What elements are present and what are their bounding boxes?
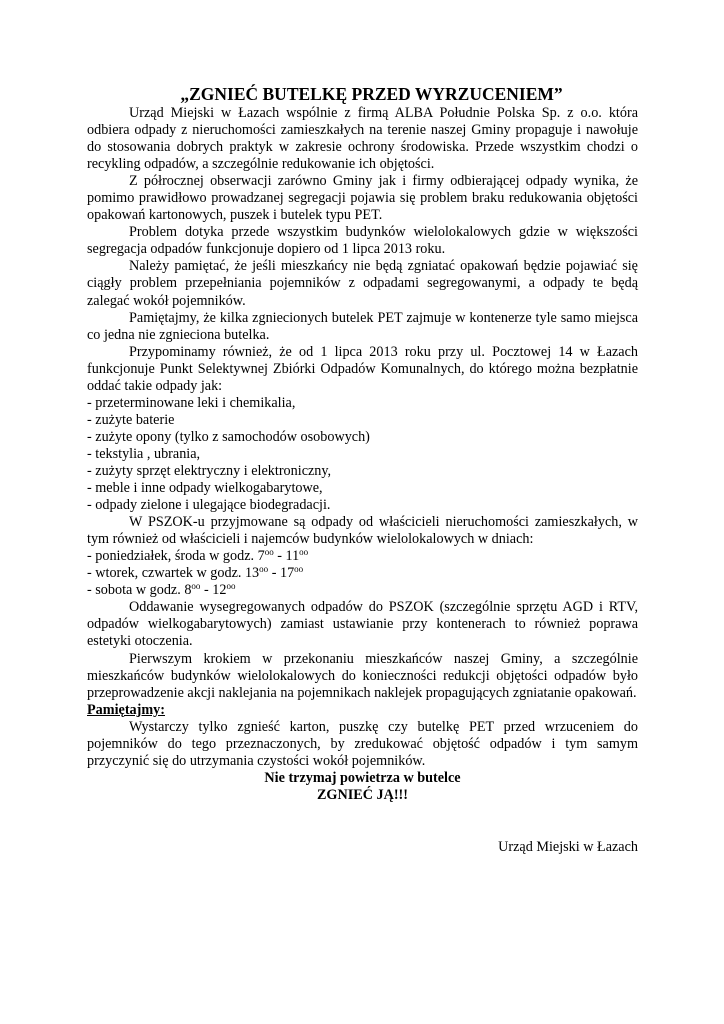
remember-heading: Pamiętajmy: xyxy=(87,701,165,718)
signature: Urząd Miejski w Łazach xyxy=(498,838,638,855)
slogan-line-2: ZGNIEĆ JĄ!!! xyxy=(316,786,409,803)
schedule-sup: oo xyxy=(264,547,274,558)
schedule-sup: oo xyxy=(226,581,236,592)
outro-paragraph-1: Oddawanie wysegregowanych odpadów do PSZOK (szczególnie sprzętu AGD i RTV, odpadów wielkogabarytowych) zamiast ustawianie przy kontenerach to również poprawa estetyki otoczenia. xyxy=(87,599,638,650)
schedule-sup: oo xyxy=(299,547,309,558)
list-item: - zużyty sprzęt elektryczny i elektroniczny, xyxy=(87,462,332,479)
schedule-days: - sobota w godz. 8 xyxy=(87,582,192,599)
schedule-days: - poniedziałek, środa w godz. 7 xyxy=(87,548,265,565)
schedule-item xyxy=(87,565,638,582)
slogan-line-1: Nie trzymaj powietrza w butelce xyxy=(264,769,461,786)
schedule-item xyxy=(87,548,638,565)
remember-paragraph: Wystarczy tylko zgnieść karton, puszkę czy butelkę PET przed wrzuceniem do pojemników do tego przeznaczonych, by zredukować objętość odpadów i tym samym przyczynić się do utrzymania czystości wokół pojemników. xyxy=(87,718,638,769)
intro-paragraph-3: Problem dotyka przede wszystkim budynków wielolokalowych gdzie w większości segregacja odpadów funkcjonuje dopiero od 1 lipca 2013 roku. xyxy=(87,224,638,258)
list-item: - zużyte opony (tylko z samochodów osobowych) xyxy=(87,428,370,445)
schedule-days: - wtorek, czwartek w godz. 13 xyxy=(87,565,260,582)
intro-paragraph-4: Należy pamiętać, że jeśli mieszkańcy nie będą zgniatać opakowań będzie pojawiać się ciągły problem przepełniania pojemników z odpadami segregowanymi, a odpady te będą zalegać wokół pojemników. xyxy=(87,258,638,309)
list-item: - zużyte baterie xyxy=(87,411,175,428)
schedule-mid: - 11 xyxy=(273,548,300,565)
intro-paragraph-2: Z półrocznej obserwacji zarówno Gminy jak i firmy odbierającej odpady wynika, że pomimo prawidłowo prowadzanej segregacji pojawia się problem braku redukowania objętości opakowań kartonowych, puszek i butelek typu PET. xyxy=(87,173,638,224)
schedule-sup: oo xyxy=(191,581,201,592)
outro-paragraph-2: Pierwszym krokiem w przekonaniu mieszkańców naszej Gminy, a szczególnie mieszkańców budynków wielolokalowych do konieczności redukcji objętości odpadów było przeprowadzenie akcji naklejania na pojemnikach naklejek propagujących zgniatanie opakowań. xyxy=(87,650,638,701)
list-item: - tekstylia , ubrania, xyxy=(87,445,201,462)
schedule-list xyxy=(87,548,638,599)
list-item: - meble i inne odpady wielkogabarytowe, xyxy=(87,480,323,497)
schedule-sup: oo xyxy=(259,564,269,575)
schedule-mid: - 17 xyxy=(268,565,295,582)
list-item: - przeterminowane leki i chemikalia, xyxy=(87,394,296,411)
schedule-mid: - 12 xyxy=(200,582,227,599)
schedule-item xyxy=(87,582,638,599)
intro-paragraph-5: Pamiętajmy, że kilka zgniecionych butelek PET zajmuje w kontenerze tyle samo miejsca co jedna nie zgnieciona butelka. xyxy=(87,309,638,343)
schedule-sup: oo xyxy=(294,564,304,575)
intro-paragraph-6: Przypominamy również, że od 1 lipca 2013 roku przy ul. Pocztowej 14 w Łazach funkcjonuje Punkt Selektywnej Zbiórki Odpadów Komunalnych, do którego można bezpłatnie oddać takie odpady jak: xyxy=(87,343,638,394)
waste-list xyxy=(87,395,638,514)
document-title: „ZGNIEĆ BUTELKĘ PRZED WYRZUCENIEM” xyxy=(180,84,563,104)
document-page xyxy=(87,84,638,856)
pszok-paragraph: W PSZOK-u przyjmowane są odpady od właścicieli nieruchomości zamieszkałych, w tym również od właścicieli i najemców budynków wielolokalowych w dniach: xyxy=(87,514,638,548)
list-item: - odpady zielone i ulegające biodegradacji. xyxy=(87,497,331,514)
intro-paragraph-1: Urząd Miejski w Łazach wspólnie z firmą ALBA Południe Polska Sp. z o.o. która odbiera odpady z nieruchomości zamieszkałych na terenie naszej Gminy propaguje i nawołuje do stosowania dobrych praktyk w zakresie ochrony środowiska. Przede wszystkim chodzi o recykling odpadów, a szczególnie redukowanie ich objętości. xyxy=(87,105,638,173)
